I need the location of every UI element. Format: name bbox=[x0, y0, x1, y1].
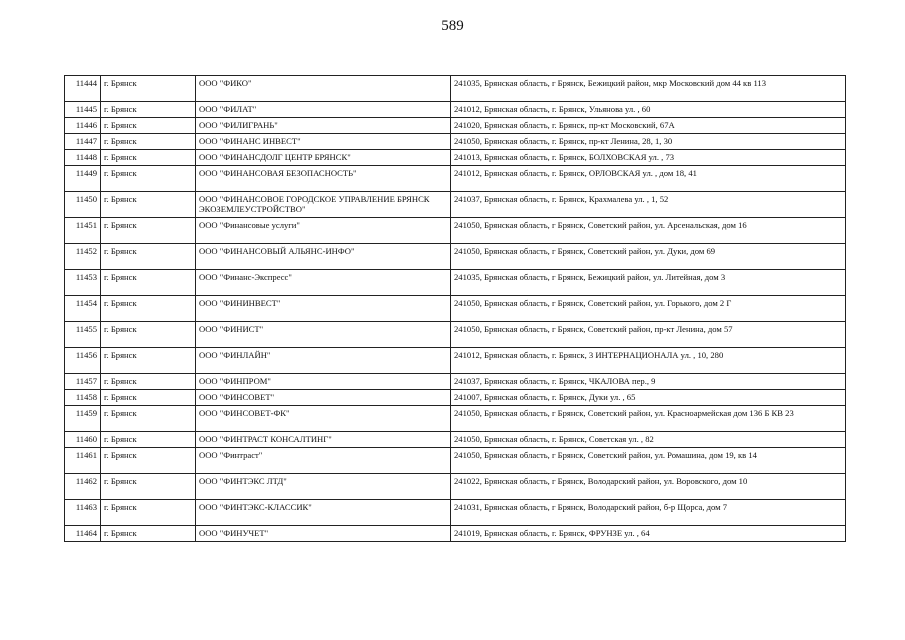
record-number-cell: 11461 bbox=[65, 448, 101, 474]
address-cell: 241050, Брянская область, г Брянск, Советский район, ул. Дуки, дом 69 bbox=[451, 244, 846, 270]
table-row bbox=[65, 526, 846, 542]
city-cell: г. Брянск bbox=[101, 474, 196, 500]
record-number-cell: 11462 bbox=[65, 474, 101, 500]
table-row bbox=[65, 218, 846, 244]
table-row bbox=[65, 166, 846, 192]
organization-name-cell: ООО "ФИНТРАСТ КОНСАЛТИНГ" bbox=[196, 432, 451, 448]
city-cell: г. Брянск bbox=[101, 134, 196, 150]
organization-name-cell: ООО "ФИЛАТ" bbox=[196, 102, 451, 118]
table-row bbox=[65, 296, 846, 322]
organization-name-cell: ООО "ФИНИСТ" bbox=[196, 322, 451, 348]
address-cell: 241050, Брянская область, г Брянск, Советский район, ул. Горького, дом 2 Г bbox=[451, 296, 846, 322]
address-cell: 241019, Брянская область, г. Брянск, ФРУНЗЕ ул. , 64 bbox=[451, 526, 846, 542]
record-number-cell: 11463 bbox=[65, 500, 101, 526]
table-row bbox=[65, 118, 846, 134]
address-cell: 241012, Брянская область, г. Брянск, ОРЛОВСКАЯ ул. , дом 18, 41 bbox=[451, 166, 846, 192]
table-row bbox=[65, 374, 846, 390]
organization-name-cell: ООО "ФИНТЭКС ЛТД" bbox=[196, 474, 451, 500]
organization-name-cell: ООО "ФИНСОВЕТ-ФК" bbox=[196, 406, 451, 432]
address-cell: 241050, Брянская область, г Брянск, Советский район, ул. Красноармейская дом 136 Б КВ 23 bbox=[451, 406, 846, 432]
table-row bbox=[65, 390, 846, 406]
city-cell: г. Брянск bbox=[101, 244, 196, 270]
address-cell: 241007, Брянская область, г. Брянск, Дуки ул. , 65 bbox=[451, 390, 846, 406]
table-row bbox=[65, 448, 846, 474]
record-number-cell: 11456 bbox=[65, 348, 101, 374]
table-row bbox=[65, 102, 846, 118]
city-cell: г. Брянск bbox=[101, 390, 196, 406]
organization-name-cell: ООО "Финтраст" bbox=[196, 448, 451, 474]
city-cell: г. Брянск bbox=[101, 296, 196, 322]
table-row bbox=[65, 322, 846, 348]
address-cell: 241013, Брянская область, г. Брянск, БОЛХОВСКАЯ ул. , 73 bbox=[451, 150, 846, 166]
table-row bbox=[65, 432, 846, 448]
registry-table bbox=[64, 75, 846, 542]
table-row bbox=[65, 348, 846, 374]
record-number-cell: 11451 bbox=[65, 218, 101, 244]
record-number-cell: 11453 bbox=[65, 270, 101, 296]
organization-name-cell: ООО "ФИНАНС ИНВЕСТ" bbox=[196, 134, 451, 150]
organization-name-cell: ООО "ФИНУЧЕТ" bbox=[196, 526, 451, 542]
record-number-cell: 11464 bbox=[65, 526, 101, 542]
address-cell: 241035, Брянская область, г Брянск, Бежицкий район, ул. Литейная, дом 3 bbox=[451, 270, 846, 296]
address-cell: 241037, Брянская область, г. Брянск, ЧКАЛОВА пер., 9 bbox=[451, 374, 846, 390]
organization-name-cell: ООО "ФИНАНСОВОЕ ГОРОДСКОЕ УПРАВЛЕНИЕ БРЯНСК ЭКОЗЕМЛЕУСТРОЙСТВО" bbox=[196, 192, 451, 218]
record-number-cell: 11452 bbox=[65, 244, 101, 270]
record-number-cell: 11458 bbox=[65, 390, 101, 406]
organization-name-cell: ООО "Финанс-Экспресс" bbox=[196, 270, 451, 296]
city-cell: г. Брянск bbox=[101, 150, 196, 166]
organization-name-cell: ООО "ФИНАНСДОЛГ ЦЕНТР БРЯНСК" bbox=[196, 150, 451, 166]
city-cell: г. Брянск bbox=[101, 448, 196, 474]
organization-name-cell: ООО "ФИНПРОМ" bbox=[196, 374, 451, 390]
table-row bbox=[65, 134, 846, 150]
organization-name-cell: ООО "ФИЛИГРАНЬ" bbox=[196, 118, 451, 134]
organization-name-cell: ООО "Финансовые услуги" bbox=[196, 218, 451, 244]
record-number-cell: 11447 bbox=[65, 134, 101, 150]
city-cell: г. Брянск bbox=[101, 218, 196, 244]
city-cell: г. Брянск bbox=[101, 166, 196, 192]
city-cell: г. Брянск bbox=[101, 102, 196, 118]
table-row bbox=[65, 192, 846, 218]
table-row bbox=[65, 474, 846, 500]
address-cell: 241050, Брянская область, г Брянск, Советский район, пр-кт Ленина, дом 57 bbox=[451, 322, 846, 348]
record-number-cell: 11454 bbox=[65, 296, 101, 322]
city-cell: г. Брянск bbox=[101, 500, 196, 526]
record-number-cell: 11460 bbox=[65, 432, 101, 448]
organization-name-cell: ООО "ФИНЛАЙН" bbox=[196, 348, 451, 374]
organization-name-cell: ООО "ФИКО" bbox=[196, 76, 451, 102]
address-cell: 241050, Брянская область, г. Брянск, пр-кт Ленина, 28, 1, 30 bbox=[451, 134, 846, 150]
city-cell: г. Брянск bbox=[101, 270, 196, 296]
organization-name-cell: ООО "ФИНИНВЕСТ" bbox=[196, 296, 451, 322]
address-cell: 241022, Брянская область, г Брянск, Володарский район, ул. Воровского, дом 10 bbox=[451, 474, 846, 500]
table-row bbox=[65, 244, 846, 270]
address-cell: 241031, Брянская область, г Брянск, Володарский район, б-р Щорса, дом 7 bbox=[451, 500, 846, 526]
organization-name-cell: ООО "ФИНТЭКС-КЛАССИК" bbox=[196, 500, 451, 526]
record-number-cell: 11446 bbox=[65, 118, 101, 134]
table-row bbox=[65, 500, 846, 526]
table-row bbox=[65, 270, 846, 296]
table-row bbox=[65, 406, 846, 432]
record-number-cell: 11448 bbox=[65, 150, 101, 166]
city-cell: г. Брянск bbox=[101, 348, 196, 374]
city-cell: г. Брянск bbox=[101, 118, 196, 134]
organization-name-cell: ООО "ФИНСОВЕТ" bbox=[196, 390, 451, 406]
address-cell: 241020, Брянская область, г. Брянск, пр-кт Московский, 67А bbox=[451, 118, 846, 134]
address-cell: 241050, Брянская область, г Брянск, Советский район, ул. Арсенальская, дом 16 bbox=[451, 218, 846, 244]
address-cell: 241012, Брянская область, г. Брянск, 3 ИНТЕРНАЦИОНАЛА ул. , 10, 280 bbox=[451, 348, 846, 374]
registry-table-body bbox=[65, 76, 846, 542]
table-row bbox=[65, 76, 846, 102]
city-cell: г. Брянск bbox=[101, 322, 196, 348]
city-cell: г. Брянск bbox=[101, 406, 196, 432]
organization-name-cell: ООО "ФИНАНСОВАЯ БЕЗОПАСНОСТЬ" bbox=[196, 166, 451, 192]
city-cell: г. Брянск bbox=[101, 192, 196, 218]
address-cell: 241035, Брянская область, г Брянск, Бежицкий район, мкр Московский дом 44 кв 113 bbox=[451, 76, 846, 102]
address-cell: 241050, Брянская область, г. Брянск, Советская ул. , 82 bbox=[451, 432, 846, 448]
record-number-cell: 11450 bbox=[65, 192, 101, 218]
record-number-cell: 11459 bbox=[65, 406, 101, 432]
record-number-cell: 11445 bbox=[65, 102, 101, 118]
city-cell: г. Брянск bbox=[101, 374, 196, 390]
page-number: 589 bbox=[441, 18, 464, 34]
address-cell: 241050, Брянская область, г Брянск, Советский район, ул. Ромашина, дом 19, кв 14 bbox=[451, 448, 846, 474]
table-row bbox=[65, 150, 846, 166]
address-cell: 241012, Брянская область, г. Брянск, Ульянова ул. , 60 bbox=[451, 102, 846, 118]
record-number-cell: 11444 bbox=[65, 76, 101, 102]
city-cell: г. Брянск bbox=[101, 76, 196, 102]
record-number-cell: 11455 bbox=[65, 322, 101, 348]
city-cell: г. Брянск bbox=[101, 526, 196, 542]
record-number-cell: 11457 bbox=[65, 374, 101, 390]
organization-name-cell: ООО "ФИНАНСОВЫЙ АЛЬЯНС-ИНФО" bbox=[196, 244, 451, 270]
record-number-cell: 11449 bbox=[65, 166, 101, 192]
city-cell: г. Брянск bbox=[101, 432, 196, 448]
address-cell: 241037, Брянская область, г. Брянск, Крахмалева ул. , 1, 52 bbox=[451, 192, 846, 218]
